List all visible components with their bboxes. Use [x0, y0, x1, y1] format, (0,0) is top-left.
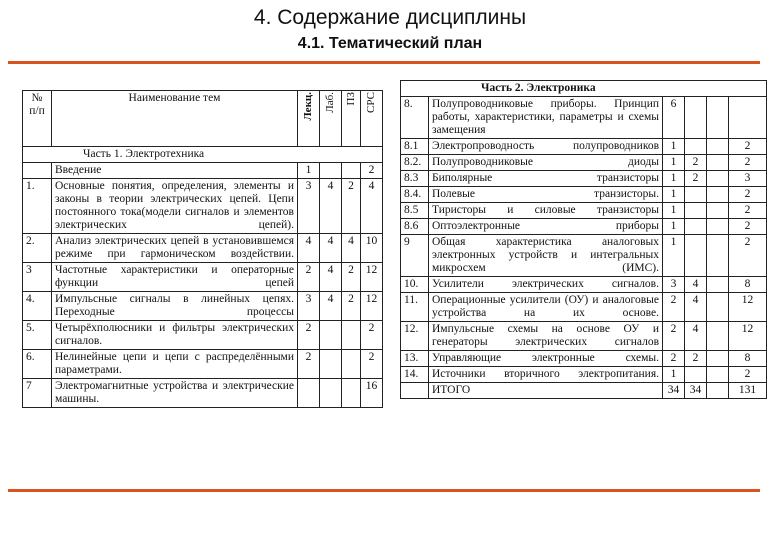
row-topic-text: Нелинейные цепи и цепи с распределёнными параметрами.: [55, 351, 294, 376]
row-topic-text: Тиристоры и силовые транзисторы: [432, 204, 659, 216]
row-lec: 1: [663, 171, 685, 187]
row-pz: [707, 97, 729, 139]
row-topic: [52, 292, 298, 321]
row-srs: 12: [361, 263, 383, 292]
row-topic-text: Полупроводниковые приборы. Принцип работы, характеристики, параметры и схемы замещения: [432, 98, 659, 136]
row-lec: 6: [663, 97, 685, 139]
row-topic: [52, 350, 298, 379]
row-pz: [342, 163, 361, 179]
total-row: [401, 383, 767, 399]
row-pz: 4: [342, 234, 361, 263]
row-number: 8.5: [401, 203, 429, 219]
row-topic-text: Импульсные сигналы в линейных цепях. Переходные процессы: [55, 293, 294, 318]
total-label: ИТОГО: [429, 383, 663, 399]
row-number: 13.: [401, 351, 429, 367]
row-number: 8.1: [401, 139, 429, 155]
col-lec-header: [298, 91, 320, 147]
part1-title: Часть 1. Электротехника: [23, 147, 383, 163]
row-lec: 1: [663, 155, 685, 171]
row-lec: 1: [298, 163, 320, 179]
row-lab: [685, 235, 707, 277]
row-lab: 4: [320, 234, 342, 263]
row-srs: 12: [729, 293, 767, 322]
total-pz: [707, 383, 729, 399]
row-lec: 2: [663, 322, 685, 351]
row-pz: 2: [342, 292, 361, 321]
top-divider: [8, 61, 760, 64]
col-pz-header: [342, 91, 361, 147]
col-lab-header: [320, 91, 342, 147]
row-topic: [429, 97, 663, 139]
col-lab-label: Лаб.: [324, 92, 336, 113]
row-number: 8.4.: [401, 187, 429, 203]
table-row: [23, 321, 383, 350]
row-number: 8.2.: [401, 155, 429, 171]
row-srs: 2: [729, 235, 767, 277]
row-topic-text: Управляющие электронные схемы.: [432, 352, 659, 364]
row-topic: [429, 139, 663, 155]
row-number: 6.: [23, 350, 52, 379]
row-srs: 8: [729, 277, 767, 293]
row-lec: 4: [298, 234, 320, 263]
row-lab: [320, 163, 342, 179]
table-row: [401, 139, 767, 155]
table-row: [23, 263, 383, 292]
row-number: 5.: [23, 321, 52, 350]
col-srs-header: [361, 91, 383, 147]
row-lec: 2: [298, 263, 320, 292]
row-srs: 8: [729, 351, 767, 367]
row-lab: [685, 203, 707, 219]
row-topic: [52, 163, 298, 179]
table-row: [401, 155, 767, 171]
row-topic: [429, 219, 663, 235]
row-pz: [707, 139, 729, 155]
row-pz: [707, 277, 729, 293]
row-lab: [685, 139, 707, 155]
row-pz: [707, 187, 729, 203]
row-topic-text: Источники вторичного электропитания.: [432, 368, 659, 380]
row-topic-text: Усилители электрических сигналов.: [432, 278, 659, 290]
row-lab: [320, 321, 342, 350]
table-row: [401, 351, 767, 367]
row-lec: 2: [298, 350, 320, 379]
part-row: [401, 81, 767, 97]
row-lab: [685, 367, 707, 383]
table-row: [401, 322, 767, 351]
row-srs: 2: [729, 155, 767, 171]
table-row: [401, 187, 767, 203]
row-srs: 10: [361, 234, 383, 263]
row-srs: 2: [729, 203, 767, 219]
row-topic-text: Частотные характеристики и операторные функции цепей: [55, 264, 294, 289]
row-pz: [707, 293, 729, 322]
table-row: [401, 203, 767, 219]
row-topic-text: Электропроводность полупроводников: [432, 140, 659, 152]
row-number: 14.: [401, 367, 429, 383]
row-srs: 16: [361, 379, 383, 408]
row-topic: [429, 171, 663, 187]
table-row: [23, 234, 383, 263]
row-lab: [320, 379, 342, 408]
table-row: [23, 379, 383, 408]
bottom-divider: [8, 489, 760, 492]
row-srs: 3: [729, 171, 767, 187]
row-pz: [342, 379, 361, 408]
row-topic: [429, 203, 663, 219]
row-lec: 1: [663, 187, 685, 203]
row-lec: 3: [298, 179, 320, 234]
row-number: 4.: [23, 292, 52, 321]
slide-subheading: 4.1. Тематический план: [297, 35, 483, 52]
col-num-header: № п/п: [23, 91, 52, 147]
row-srs: 2: [361, 350, 383, 379]
row-topic-text: Общая характеристика аналоговых электронных устройств и интегральных микросхем (ИМС).: [432, 236, 659, 274]
row-pz: [707, 322, 729, 351]
table-row: [401, 367, 767, 383]
row-lec: 2: [663, 293, 685, 322]
row-topic: [429, 187, 663, 203]
row-lec: 1: [663, 203, 685, 219]
row-lab: 2: [685, 155, 707, 171]
row-number: 8.6: [401, 219, 429, 235]
row-pz: 2: [342, 263, 361, 292]
row-pz: [342, 350, 361, 379]
row-lab: 4: [320, 263, 342, 292]
row-pz: 2: [342, 179, 361, 234]
row-pz: [707, 171, 729, 187]
row-number: 2.: [23, 234, 52, 263]
table-row: [401, 171, 767, 187]
table-row: [401, 293, 767, 322]
row-topic: [429, 322, 663, 351]
row-topic: [52, 179, 298, 234]
table-row: [23, 163, 383, 179]
row-number: 7: [23, 379, 52, 408]
row-topic-text: Введение: [55, 164, 102, 176]
row-srs: 2: [729, 367, 767, 383]
row-srs: 4: [361, 179, 383, 234]
row-lab: [320, 350, 342, 379]
row-pz: [707, 351, 729, 367]
row-pz: [707, 155, 729, 171]
row-topic-text: Полевые транзисторы.: [432, 188, 659, 200]
row-lab: 4: [320, 179, 342, 234]
total-lec: 34: [663, 383, 685, 399]
row-number: [23, 163, 52, 179]
row-topic-text: Оптоэлектронные приборы: [432, 220, 659, 232]
thematic-plan-table-part2: [400, 80, 767, 399]
row-lec: 3: [663, 277, 685, 293]
row-topic-text: Импульсные схемы на основе ОУ и генераторы электрических сигналов: [432, 323, 659, 348]
row-lec: 1: [663, 219, 685, 235]
row-topic: [52, 234, 298, 263]
col-srs-label: СРС: [365, 92, 377, 113]
row-number: 11.: [401, 293, 429, 322]
col-name-header: Наименование тем: [52, 91, 298, 147]
row-lab: 2: [685, 351, 707, 367]
part2-title: Часть 2. Электроника: [401, 81, 767, 97]
part-row: [23, 147, 383, 163]
col-pz-label: ПЗ: [345, 92, 357, 106]
row-number: 12.: [401, 322, 429, 351]
row-lec: 3: [298, 292, 320, 321]
row-pz: [342, 321, 361, 350]
col-lec-label: Лекц.: [302, 92, 314, 121]
row-number: 9: [401, 235, 429, 277]
row-number: 8.3: [401, 171, 429, 187]
row-topic: [52, 321, 298, 350]
row-number: 1.: [23, 179, 52, 234]
row-topic: [429, 235, 663, 277]
row-pz: [707, 203, 729, 219]
row-lab: 4: [685, 322, 707, 351]
row-topic-text: Основные понятия, определения, элементы и законы в теории электрических цепей. Цепи постоянного тока(модели сигналов и элементов электрических цепей).: [55, 180, 294, 231]
row-pz: [707, 235, 729, 277]
table-row: [401, 277, 767, 293]
row-srs: 12: [361, 292, 383, 321]
row-lec: 1: [663, 139, 685, 155]
row-topic-text: Четырёхполюсники и фильтры электрических сигналов.: [55, 322, 294, 347]
row-lec: 2: [298, 321, 320, 350]
table-row: [23, 292, 383, 321]
table-row: [401, 235, 767, 277]
row-topic-text: Анализ электрических цепей в установившемся режиме при гармоническом воздействии.: [55, 235, 294, 260]
table-row: [401, 97, 767, 139]
row-topic: [429, 155, 663, 171]
row-lec: 1: [663, 367, 685, 383]
row-pz: [707, 367, 729, 383]
row-topic: [429, 351, 663, 367]
row-topic: [52, 379, 298, 408]
row-number: 10.: [401, 277, 429, 293]
thematic-plan-table-part1: [22, 90, 383, 408]
total-srs: 131: [729, 383, 767, 399]
row-lab: 4: [320, 292, 342, 321]
row-topic-text: Полупроводниковые диоды: [432, 156, 659, 168]
row-srs: [729, 97, 767, 139]
row-srs: 12: [729, 322, 767, 351]
row-topic-text: Электромагнитные устройства и электрические машины.: [55, 380, 294, 405]
row-number: 8.: [401, 97, 429, 139]
row-lab: [685, 219, 707, 235]
row-lec: [298, 379, 320, 408]
row-lab: [685, 187, 707, 203]
row-lec: 2: [663, 351, 685, 367]
row-topic: [429, 277, 663, 293]
row-lab: 2: [685, 171, 707, 187]
row-lab: [685, 97, 707, 139]
row-srs: 2: [361, 321, 383, 350]
row-pz: [707, 219, 729, 235]
row-lab: 4: [685, 277, 707, 293]
row-srs: 2: [729, 139, 767, 155]
header-row: [23, 91, 383, 147]
row-number: 3: [23, 263, 52, 292]
row-srs: 2: [729, 187, 767, 203]
row-topic-text: Биполярные транзисторы: [432, 172, 659, 184]
table-row: [401, 219, 767, 235]
row-lab: 4: [685, 293, 707, 322]
row-lec: 1: [663, 235, 685, 277]
row-srs: 2: [729, 219, 767, 235]
table-row: [23, 179, 383, 234]
row-topic: [52, 263, 298, 292]
table-row: [23, 350, 383, 379]
total-num: [401, 383, 429, 399]
total-lab: 34: [685, 383, 707, 399]
slide-heading: 4. Содержание дисциплины: [253, 6, 527, 29]
row-topic-text: Операционные усилители (ОУ) и аналоговые устройства на их основе.: [432, 294, 659, 319]
row-topic: [429, 293, 663, 322]
row-srs: 2: [361, 163, 383, 179]
row-topic: [429, 367, 663, 383]
